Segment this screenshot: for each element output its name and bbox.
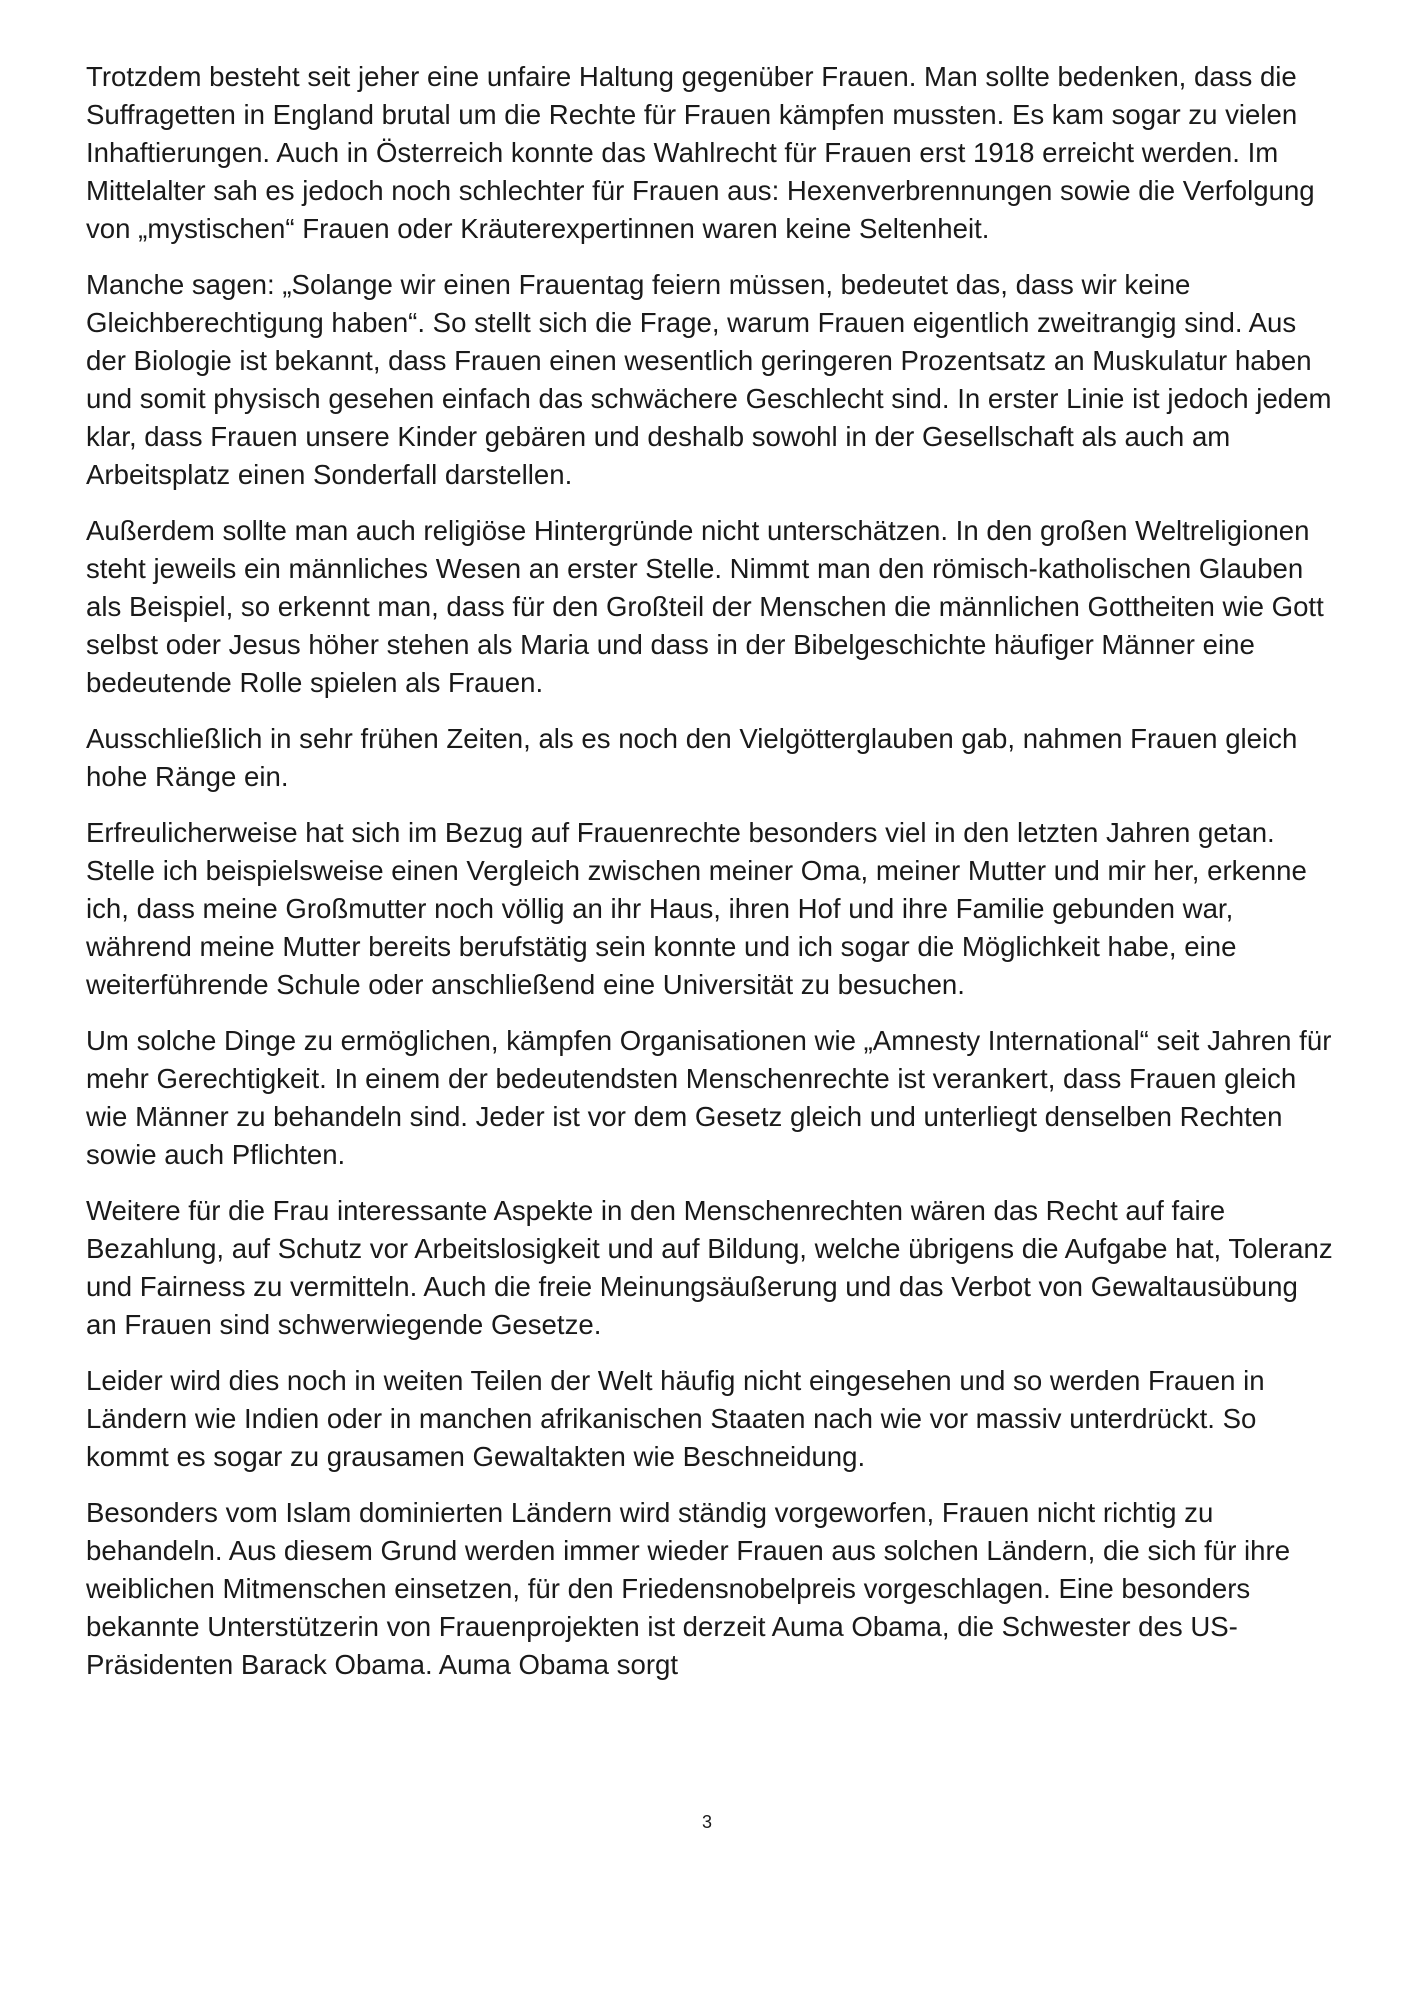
paragraph-9: Besonders vom Islam dominierten Ländern wird ständig vorgeworfen, Frauen nicht richtig zu behandeln. Aus diesem Grund werden immer wieder Frauen aus solchen Ländern, die sich für ihre weiblichen Mitmenschen einsetzen, für den Friedensnobelpreis vorgeschlagen. Eine besonders bekannte Unterstützerin von Frauenprojekten ist derzeit Auma Obama, die Schwester des US-Präsidenten Barack Obama. Auma Obama sorgt	[86, 1497, 1291, 1680]
paragraph-1: Trotzdem besteht seit jeher eine unfaire Haltung gegenüber Frauen. Man sollte bedenken, dass die Suffragetten in England brutal um die Rechte für Frauen kämpfen mussten. Es kam sogar zu vielen Inhaftierungen. Auch in Österreich konnte das Wahlrecht für Frauen erst 1918 erreicht werden. Im Mittelalter sah es jedoch noch schlechter für Frauen aus: Hexenverbrennungen sowie die Verfolgung von „mystischen“ Frauen oder Kräuterexpertinnen waren keine Seltenheit.	[86, 61, 1315, 244]
paragraph-4: Ausschließlich in sehr frühen Zeiten, als es noch den Vielgötterglauben gab, nahmen Frauen gleich hohe Ränge ein.	[86, 723, 1298, 792]
paragraph-2: Manche sagen: „Solange wir einen Frauentag feiern müssen, bedeutet das, dass wir keine Gleichberechtigung haben“. So stellt sich die Frage, warum Frauen eigentlich zweitrangig sind. Aus der Biologie ist bekannt, dass Frauen einen wesentlich geringeren Prozentsatz an Muskulatur haben und somit physisch gesehen einfach das schwächere Geschlecht sind. In erster Linie ist jedoch jedem klar, dass Frauen unsere Kinder gebären und deshalb sowohl in der Gesellschaft als auch am Arbeitsplatz einen Sonderfall darstellen.	[86, 269, 1332, 490]
paragraph-5: Erfreulicherweise hat sich im Bezug auf Frauenrechte besonders viel in den letzten Jahren getan. Stelle ich beispielsweise einen Vergleich zwischen meiner Oma, meiner Mutter und mir her, erkenne ich, dass meine Großmutter noch völlig an ihr Haus, ihren Hof und ihre Familie gebunden war, während meine Mutter bereits berufstätig sein konnte und ich sogar die Möglichkeit habe, eine weiterführende Schule oder anschließend eine Universität zu besuchen.	[86, 817, 1307, 1000]
page-number: 3	[701, 1812, 712, 1832]
paragraph-3: Außerdem sollte man auch religiöse Hintergründe nicht unterschätzen. In den großen Weltreligionen steht jeweils ein männliches Wesen an erster Stelle. Nimmt man den römisch-katholischen Glauben als Beispiel, so erkennt man, dass für den Großteil der Menschen die männlichen Gottheiten wie Gott selbst oder Jesus höher stehen als Maria und dass in der Bibelgeschichte häufiger Männer eine bedeutende Rolle spielen als Frauen.	[86, 515, 1324, 698]
paragraph-6: Um solche Dinge zu ermöglichen, kämpfen Organisationen wie „Amnesty International“ seit Jahren für mehr Gerechtigkeit. In einem der bedeutendsten Menschenrechte ist verankert, dass Frauen gleich wie Männer zu behandeln sind. Jeder ist vor dem Gesetz gleich und unterliegt denselben Rechten sowie auch Pflichten.	[86, 1025, 1332, 1170]
paragraph-7: Weitere für die Frau interessante Aspekte in den Menschenrechten wären das Recht auf faire Bezahlung, auf Schutz vor Arbeitslosigkeit und auf Bildung, welche übrigens die Aufgabe hat, Toleranz und Fairness zu vermitteln. Auch die freie Meinungsäußerung und das Verbot von Gewaltausübung an Frauen sind schwerwiegende Gesetze.	[86, 1195, 1333, 1340]
body-text	[86, 58, 1336, 1702]
paragraph-8: Leider wird dies noch in weiten Teilen der Welt häufig nicht eingesehen und so werden Frauen in Ländern wie Indien oder in manchen afrikanischen Staaten nach wie vor massiv unterdrückt. So kommt es sogar zu grausamen Gewaltakten wie Beschneidung.	[86, 1365, 1265, 1472]
